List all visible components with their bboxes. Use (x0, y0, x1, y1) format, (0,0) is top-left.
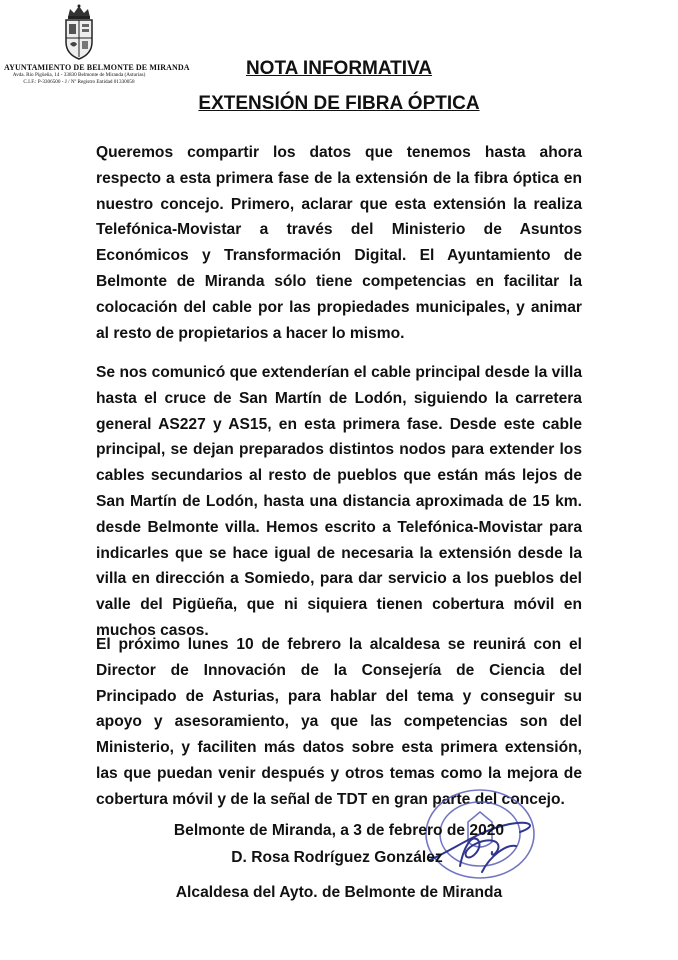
org-name: AYUNTAMIENTO DE BELMONTE DE MIRANDA (4, 63, 190, 72)
document-title: NOTA INFORMATIVA (245, 58, 433, 79)
org-address: Avda. Río Pigüeña, 14 - 33830 Belmonte de Miranda (Asturias) (12, 72, 146, 78)
signatory-role: Alcaldesa del Ayto. de Belmonte de Miranda (175, 884, 503, 901)
document-subtitle: EXTENSIÓN DE FIBRA ÓPTICA (198, 93, 480, 114)
body-paragraph-2: Se nos comunicó que extenderían el cable principal desde la villa hasta el cruce de San Martín de Lodón, siguiendo la carretera general AS227 y AS15, en esta primera fase. Desde este cable principal, se dejan preparados distintos nodos para extender los cables secundarios al resto de pueblos que están más lejos de San Martín de Lodón, hasta una distancia aproximada de 15 km. desde Belmonte villa. Hemos escrito a Telefónica-Movistar para indicarles que se hace igual de necesaria la extensión desde la villa en dirección a Somiedo, para dar servicio a los pueblos del valle del Pigüeña, que ni siquiera tienen cobertura móvil en muchos casos. (96, 364, 582, 639)
body-paragraph-1: Queremos compartir los datos que tenemos hasta ahora respecto a esta primera fase de la extensión de la fibra óptica en nuestro concejo. Primero, aclarar que esta extensión la realiza Telefónica-Movistar a través del Ministerio de Asuntos Económicos y Transformación Digital. El Ayuntamiento de Belmonte de Miranda sólo tiene competencias en facilitar la colocación del cable por las propiedades municipales, y animar al resto de propietarios a hacer lo mismo. (96, 144, 582, 342)
coat-of-arms-icon (62, 4, 96, 62)
place-and-date: Belmonte de Miranda, a 3 de febrero de 2020 (173, 822, 505, 839)
body-paragraph-3: El próximo lunes 10 de febrero la alcaldesa se reunirá con el Director de Innovación de la Consejería de Ciencia del Principado de Asturias, para hablar del tema y conseguir su apoyo y asesoramiento, ya que las competencias son del Ministerio, y faciliten más datos sobre esta primera extensión, las que puedan venir después y otros temas como la mejora de cobertura móvil y de la señal de TDT en gran parte del concejo. (96, 636, 582, 808)
org-cif: C.I.F.: P-3306500 - J / Nº Registro Entidad 01330058 (23, 79, 135, 85)
signatory-name: D. Rosa Rodríguez González (231, 849, 443, 866)
